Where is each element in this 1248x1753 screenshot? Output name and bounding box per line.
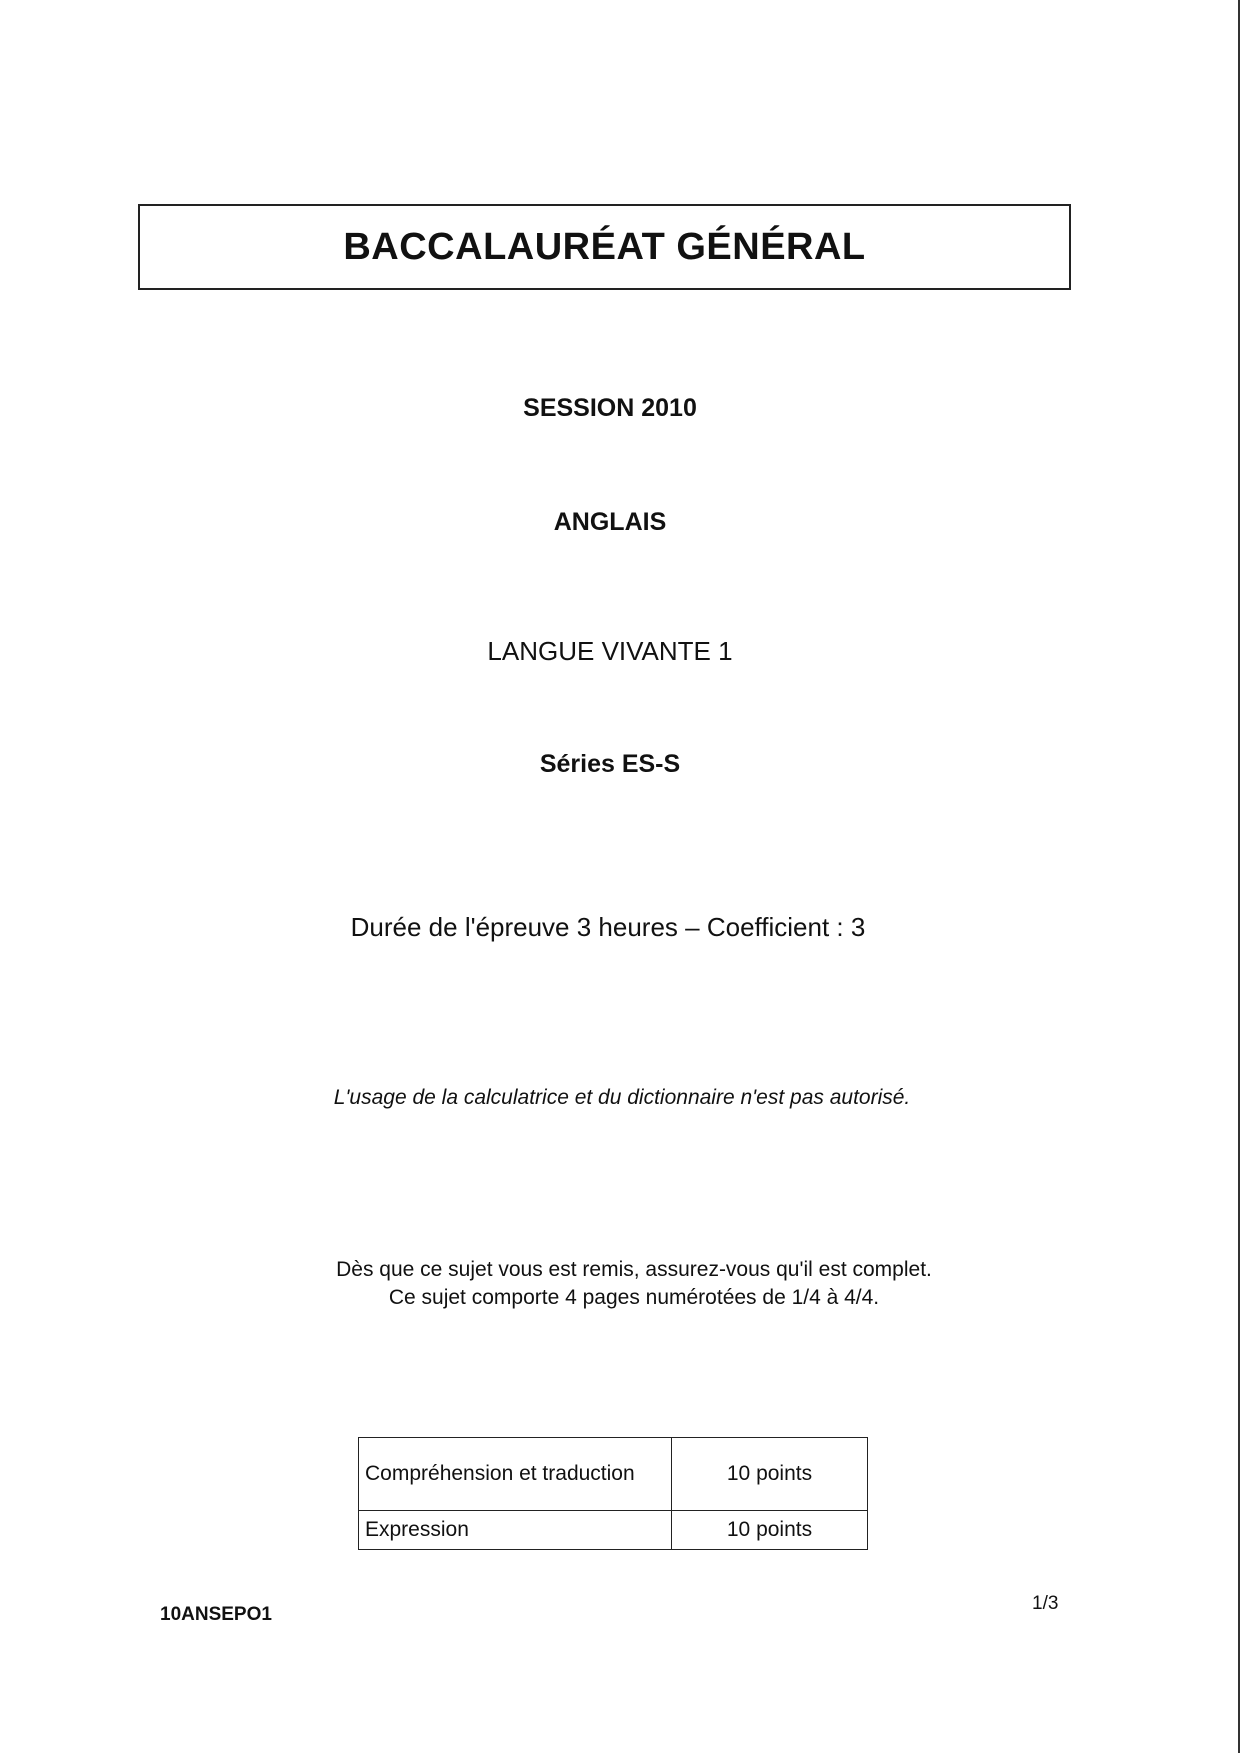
- subject-label: ANGLAIS: [553, 508, 667, 536]
- notice-line-2: Ce sujet comporte 4 pages numérotées de 1/4 à 4/4.: [388, 1286, 880, 1309]
- session-label: SESSION 2010: [523, 394, 697, 422]
- table-row: [359, 1438, 868, 1511]
- completeness-notice: [10, 1256, 1248, 1312]
- notice-line-1: Dès que ce sujet vous est remis, assurez-vous qu'il est complet.: [336, 1258, 932, 1281]
- exam-title: BACCALAURÉAT GÉNÉRAL: [343, 225, 866, 268]
- scoring-table: [358, 1437, 868, 1550]
- language-label: LANGUE VIVANTE 1: [487, 636, 733, 666]
- section-label: Compréhension et traduction: [359, 1438, 672, 1511]
- section-label: Expression: [359, 1511, 672, 1550]
- title-box: [138, 204, 1071, 290]
- table-row: [359, 1511, 868, 1550]
- scan-page-edge: [1238, 0, 1240, 1753]
- usage-note: L'usage de la calculatrice et du dictionnaire n'est pas autorisé.: [333, 1086, 911, 1109]
- page-number: 1/3: [1032, 1593, 1059, 1614]
- series-label: Séries ES-S: [539, 750, 681, 778]
- section-points: 10 points: [672, 1511, 868, 1550]
- exam-code: 10ANSEPO1: [160, 1604, 272, 1625]
- section-points: 10 points: [672, 1438, 868, 1511]
- duration-label: Durée de l'épreuve 3 heures – Coefficient : 3: [350, 912, 866, 942]
